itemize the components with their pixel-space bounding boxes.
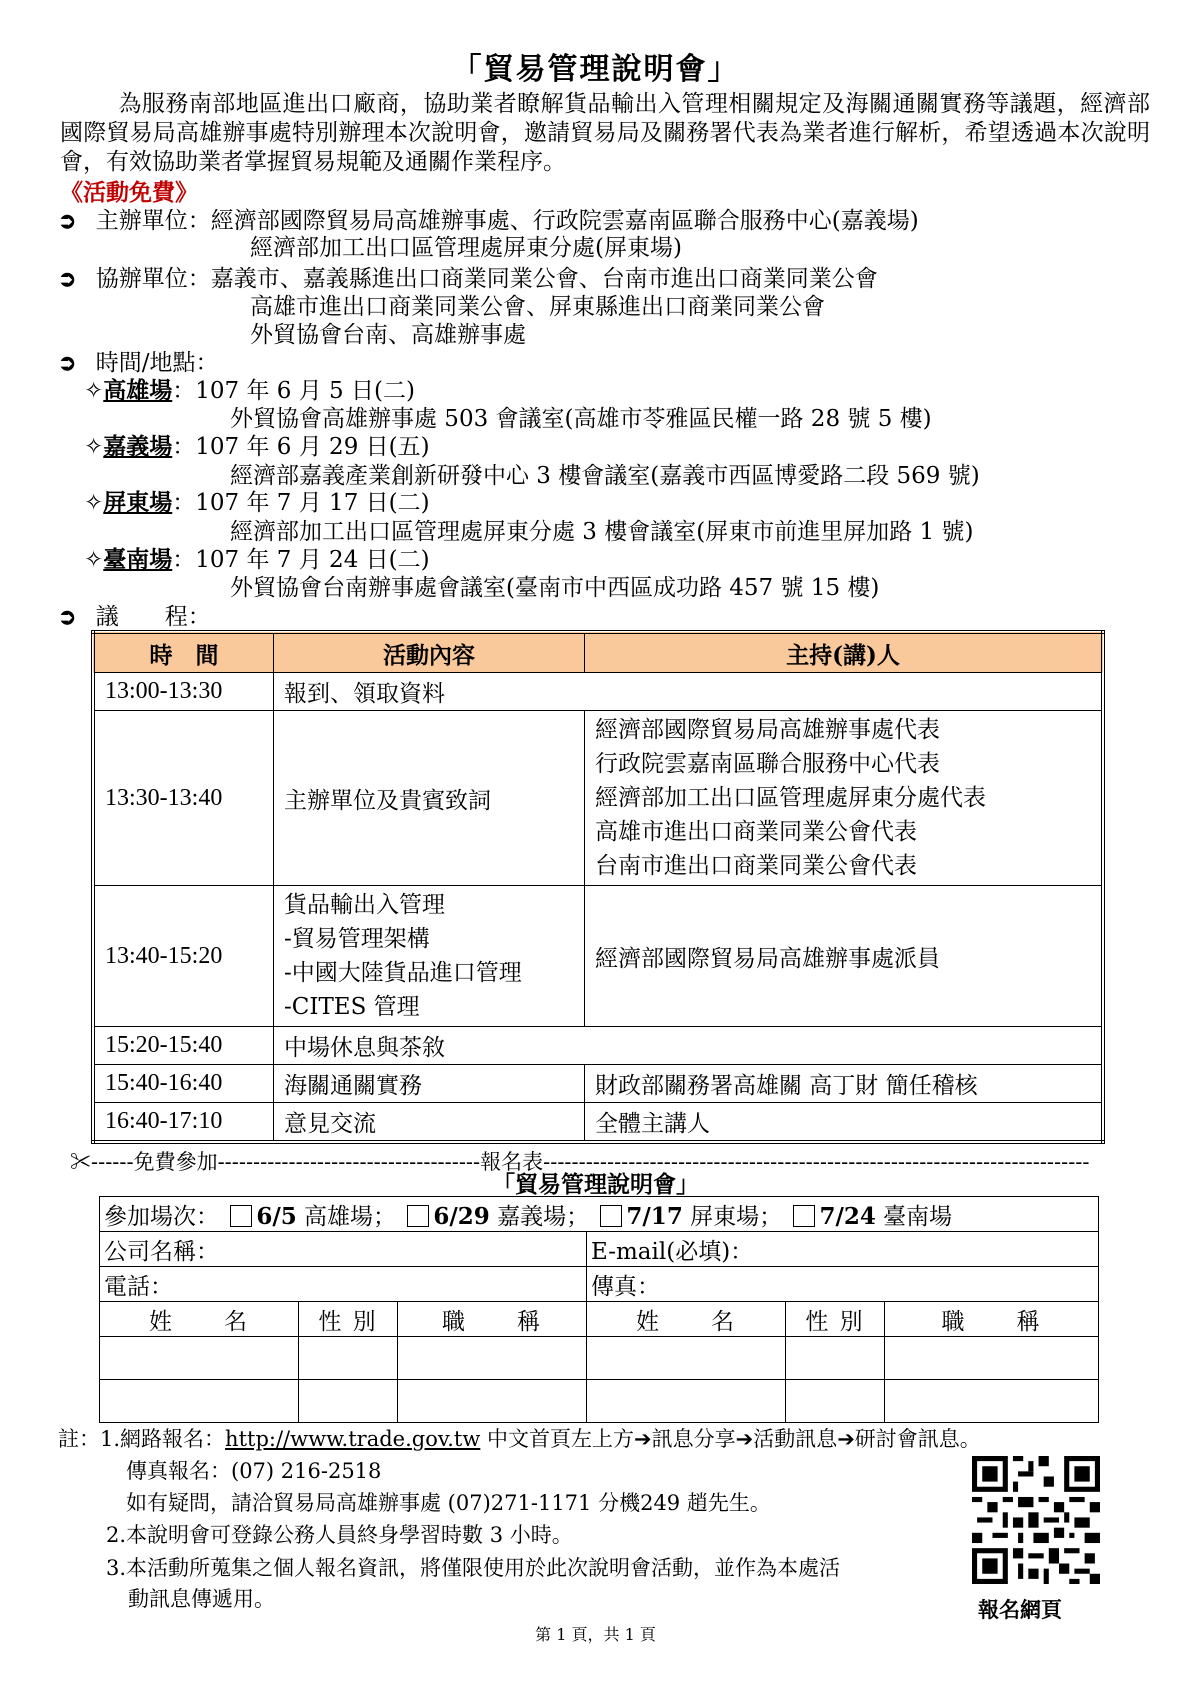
checkbox-0629[interactable] [407, 1205, 429, 1227]
col-gender: 性 別 [299, 1302, 398, 1337]
co-organizer-line3: 外貿協會台南、高雄辦事處 [250, 322, 526, 348]
agenda-time: 13:40-15:20 [93, 886, 274, 1027]
agenda-content: 海關通關實務 [274, 1065, 585, 1103]
qr-label: 報名網頁 [978, 1597, 1062, 1622]
agenda-table [91, 630, 1105, 1144]
session-venue: 經濟部嘉義產業創新研發中心 3 樓會議室(嘉義市西區博愛路二段 569 號) [230, 463, 980, 489]
agenda-content: 中場休息與茶敘 [274, 1027, 1104, 1065]
input-cell[interactable] [398, 1337, 587, 1380]
note-3b: 動訊息傳遞用。 [128, 1587, 275, 1611]
agenda-host: 經濟部國際貿易局高雄辦事處派員 [585, 886, 1104, 1027]
arrow-icon: ➲ [58, 604, 77, 630]
session-kaohsiung: ✧高雄場：107 年 6 月 5 日(二) [84, 377, 415, 404]
session-venue: 外貿協會高雄辦事處 503 會議室(高雄市苓雅區民權一路 28 號 5 樓) [230, 406, 932, 432]
agenda-content: 報到、領取資料 [274, 673, 1104, 711]
input-cell[interactable] [885, 1380, 1099, 1423]
star-icon: ✧ [84, 490, 104, 516]
note-3a: 3.本活動所蒐集之個人報名資訊，將僅限使用於此次說明會活動，並作為本處活 [106, 1556, 841, 1580]
agenda-time: 16:40-17:10 [93, 1103, 274, 1143]
scissors-icon: ✂ [70, 1150, 91, 1174]
session-choice-row: 參加場次： 6/5 高雄場； 6/29 嘉義場； 7/17 屏東場； 7/24 臺南場 [100, 1197, 1099, 1232]
form-title: 「貿易管理說明會」 [492, 1171, 699, 1198]
session-venue: 經濟部加工出口區管理處屏東分處 3 樓會議室(屏東市前進里屏加路 1 號) [230, 519, 974, 545]
trade-url-link[interactable]: http://www.trade.gov.tw [225, 1427, 481, 1451]
arrow-icon: ➲ [58, 350, 77, 376]
col-gender: 性 別 [786, 1302, 885, 1337]
table-row [93, 886, 1103, 1027]
note-contact: 如有疑問，請洽貿易局高雄辦事處 (07)271-1171 分機249 趙先生。 [126, 1491, 771, 1515]
intro-paragraph: 為服務南部地區進出口廠商，協助業者瞭解貨品輸出入管理相關規定及海關通關實務等議題，經濟部國際貿易局高雄辦事處特別辦理本次說明會，邀請貿易局及關務署代表為業者進行解析，希望透過本次說明會，有效協助業者掌握貿易規範及通關作業程序。 [60, 91, 1150, 175]
col-title: 職 稱 [885, 1302, 1099, 1337]
time-place-section: ➲ 時間/地點： [58, 350, 219, 376]
agenda-section: ➲ 議 程： [58, 604, 211, 630]
agenda-header: 活動內容 [274, 632, 585, 673]
agenda-content: 意見交流 [274, 1103, 585, 1143]
fax-field[interactable]: 傳真： [587, 1267, 1099, 1302]
col-name: 姓 名 [587, 1302, 786, 1337]
input-cell[interactable] [398, 1380, 587, 1423]
organizer-section: ➲ 主辦單位：經濟部國際貿易局高雄辦事處、行政院雲嘉南區聯合服務中心(嘉義場) [58, 208, 919, 234]
agenda-header: 主持(講)人 [585, 632, 1104, 673]
input-cell[interactable] [786, 1337, 885, 1380]
agenda-header-row [93, 632, 1103, 673]
agenda-host: 全體主講人 [585, 1103, 1104, 1143]
session-chiayi: ✧嘉義場：107 年 6 月 29 日(五) [84, 433, 430, 460]
input-cell[interactable] [299, 1380, 398, 1423]
table-row [93, 1103, 1103, 1143]
company-field[interactable]: 公司名稱： [100, 1232, 587, 1267]
table-row [93, 1027, 1103, 1065]
session-tainan: ✧臺南場：107 年 7 月 24 日(二) [84, 546, 430, 573]
co-organizer-line2: 高雄市進出口商業同業公會、屏東縣進出口商業同業公會 [250, 294, 825, 320]
note-1: 註：1.網路報名：http://www.trade.gov.tw 中文首頁左上方➔訊息分享➔活動訊息➔研討會訊息。 [58, 1427, 981, 1451]
input-cell[interactable] [885, 1337, 1099, 1380]
input-cell[interactable] [100, 1337, 299, 1380]
agenda-content: 主辦單位及貴賓致詞 [274, 711, 585, 886]
qr-code-icon[interactable] [972, 1456, 1100, 1584]
checkbox-0605[interactable] [230, 1205, 252, 1227]
arrow-icon: ➲ [58, 208, 77, 234]
page-title: 「貿易管理說明會」 [451, 52, 740, 87]
cut-line: ✂------免費參加-------------------------------------報名表----------------------------------------------------------------------------- [70, 1150, 1090, 1174]
agenda-content: 貨品輸出入管理 -貿易管理架構 -中國大陸貨品進口管理 -CITES 管理 [274, 886, 585, 1027]
agenda-header: 時 間 [93, 632, 274, 673]
phone-field[interactable]: 電話： [100, 1267, 587, 1302]
table-row [93, 673, 1103, 711]
col-title: 職 稱 [398, 1302, 587, 1337]
input-cell[interactable] [100, 1380, 299, 1423]
checkbox-0724[interactable] [793, 1205, 815, 1227]
free-event-label: 《活動免費》 [60, 179, 198, 206]
page-footer: 第 1 頁，共 1 頁 [535, 1625, 656, 1644]
agenda-time: 13:30-13:40 [93, 711, 274, 886]
arrow-icon: ➲ [58, 266, 77, 292]
session-pingtung: ✧屏東場：107 年 7 月 17 日(二) [84, 489, 430, 516]
agenda-time: 15:20-15:40 [93, 1027, 274, 1065]
table-row [93, 711, 1103, 886]
table-row [93, 1065, 1103, 1103]
session-venue: 外貿協會台南辦事處會議室(臺南市中西區成功路 457 號 15 樓) [230, 575, 880, 601]
input-cell[interactable] [587, 1337, 786, 1380]
checkbox-0717[interactable] [600, 1205, 622, 1227]
agenda-time: 15:40-16:40 [93, 1065, 274, 1103]
co-organizer-section: ➲ 協辦單位：嘉義市、嘉義縣進出口商業同業公會、台南市進出口商業同業公會 [58, 266, 878, 292]
note-2: 2.本說明會可登錄公務人員終身學習時數 3 小時。 [106, 1523, 573, 1547]
agenda-time: 13:00-13:30 [93, 673, 274, 711]
organizer-line2: 經濟部加工出口區管理處屏東分處(屏東場) [250, 235, 682, 261]
input-cell[interactable] [786, 1380, 885, 1423]
star-icon: ✧ [84, 547, 104, 573]
input-cell[interactable] [587, 1380, 786, 1423]
col-name: 姓 名 [100, 1302, 299, 1337]
note-fax: 傳真報名：(07) 216-2518 [126, 1459, 382, 1483]
email-field[interactable]: E-mail(必填)： [587, 1232, 1099, 1267]
agenda-host: 財政部關務署高雄關 高丁財 簡任稽核 [585, 1065, 1104, 1103]
registration-form [99, 1196, 1099, 1423]
input-cell[interactable] [299, 1337, 398, 1380]
agenda-hosts: 經濟部國際貿易局高雄辦事處代表 行政院雲嘉南區聯合服務中心代表 經濟部加工出口區管理處屏東分處代表 高雄市進出口商業同業公會代表 台南市進出口商業同業公會代表 [585, 711, 1104, 886]
star-icon: ✧ [84, 378, 104, 404]
star-icon: ✧ [84, 434, 104, 460]
